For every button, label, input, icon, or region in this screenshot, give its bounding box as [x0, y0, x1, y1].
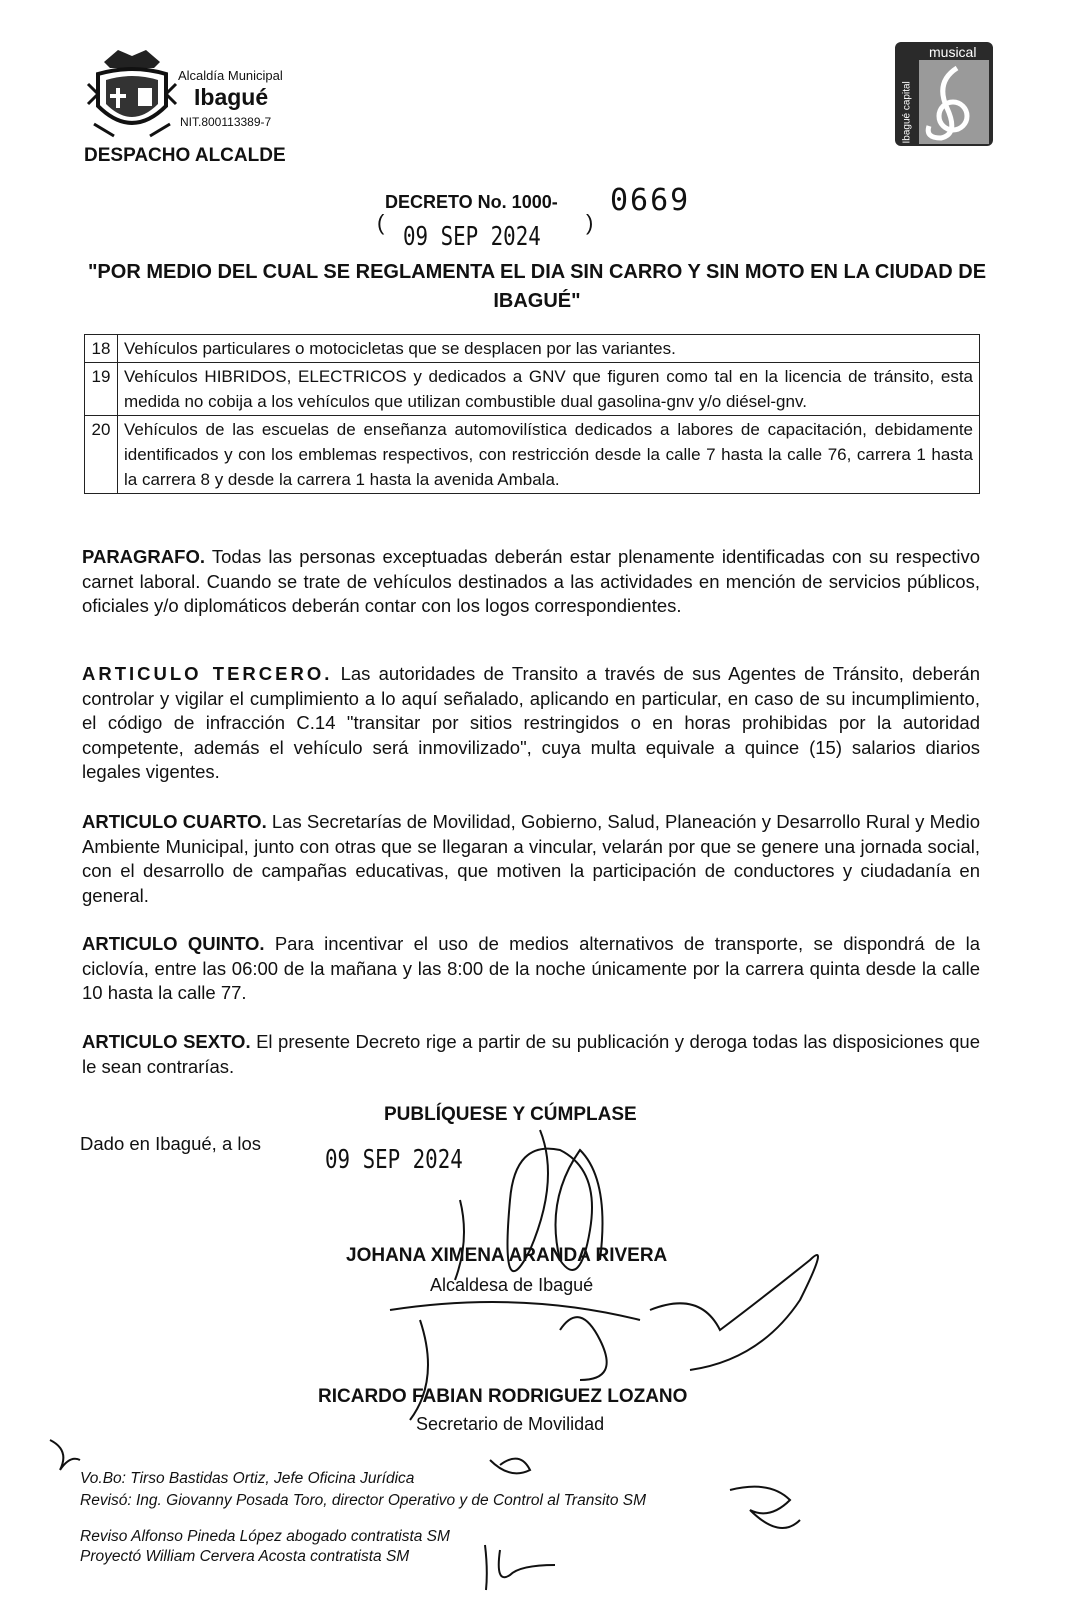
signatory-1-role: Alcaldesa de Ibagué	[430, 1275, 594, 1295]
row-text: Vehículos HIBRIDOS, ELECTRICOS y dedicados a GNV que figuren como tal en la licencia de tránsito, esta medida no cobija a los vehículos que utilizan combustible dual gasolina-gnv y/o diésel-gnv.	[118, 363, 980, 416]
reviso-initials	[730, 1487, 800, 1528]
vobo-initials	[50, 1440, 530, 1473]
articulo-cuarto-heading: ARTICULO CUARTO.	[82, 811, 267, 832]
close-paren: )	[586, 210, 594, 235]
logo-text-musical: musical	[929, 44, 977, 60]
decree-date: 09 SEP 2024	[403, 222, 541, 252]
articulo-quinto-text: Para incentivar el uso de medios alternativos de transporte, se dispondrá de la ciclovía, entre las 06:00 de la mañana y las 8:00 de la noche únicamente por la carrera quinta desde la calle 10 hasta la calle 77.	[82, 933, 980, 1003]
dado-en-label: Dado en Ibagué, a los	[80, 1133, 262, 1154]
row-number: 18	[85, 335, 118, 363]
articulo-sexto-heading: ARTICULO SEXTO.	[82, 1031, 251, 1052]
row-text: Vehículos de las escuelas de enseñanza automovilística dedicados a labores de capacitación, debidamente identificados y con los emblemas respectivos, con restricción desde la calle 7 hasta la calle 76, carrera 1 hasta la carrera 8 y desde la carrera 1 hasta la avenida Ambala.	[118, 416, 980, 494]
articulo-tercero-heading: ARTICULO TERCERO.	[82, 663, 333, 684]
despacho-heading: DESPACHO ALCALDE	[84, 145, 286, 166]
vobo-line: Vo.Bo: Tirso Bastidas Ortiz, Jefe Oficina Jurídica	[80, 1470, 415, 1487]
reviso-line-1: Revisó: Ing. Giovanny Posada Toro, director Operativo y de Control al Transito SM	[80, 1492, 647, 1509]
signatory-1-name: JOHANA XIMENA ARANDA RIVERA	[346, 1245, 668, 1266]
alcaldia-label: Alcaldía Municipal	[178, 68, 283, 83]
articulo-quinto-heading: ARTICULO QUINTO.	[82, 933, 265, 954]
articulo-sexto-text: El presente Decreto rige a partir de su publicación y deroga todas las disposiciones que le sean contrarías.	[82, 1031, 980, 1077]
proyecto-line: Proyectó William Cervera Acosta contratista SM	[80, 1548, 410, 1565]
row-text: Vehículos particulares o motocicletas que se desplacen por las variantes.	[118, 335, 980, 363]
decree-title: "POR MEDIO DEL CUAL SE REGLAMENTA EL DIA SIN CARRO Y SIN MOTO EN LA CIUDAD DE IBAGUÉ"	[87, 261, 987, 312]
row-number: 19	[85, 363, 118, 416]
articulo-tercero-text: Las autoridades de Transito a través de sus Agentes de Tránsito, deberán controlar y vigilar el cumplimiento a lo aquí señalado, aplicando en particular, en caso de su incumplimiento, el código de infracción C.14 "transitar por sitios restringidos o en horas prohibidas por la autoridad competente, además el vehículo será inmovilizado", cuya multa equivale a quince (15) salarios diarios legales vigentes.	[82, 663, 980, 782]
reviso-line-2: Reviso Alfonso Pineda López abogado contratista SM	[80, 1528, 450, 1545]
row-number: 20	[85, 416, 118, 494]
decree-number: 0669	[610, 183, 691, 218]
alcaldesa-signature	[455, 1130, 603, 1280]
articulo-cuarto-text: Las Secretarías de Movilidad, Gobierno, Salud, Planeación y Desarrollo Rural y Medio Ambiente Municipal, junto con otras que se llegaran a vincular, velarán por que se genere una jornada social, con el desarrollo de campañas educativas, que motiven la participación de conductores y ciudadanía en general.	[82, 811, 980, 906]
decree-label: DECRETO No. 1000-	[385, 192, 558, 212]
secretario-signature	[390, 1255, 818, 1420]
signatory-2-role: Secretario de Movilidad	[416, 1414, 605, 1434]
proyecto-initials	[485, 1545, 555, 1590]
paragrafo-heading: PARAGRAFO.	[82, 546, 205, 567]
logo-text-ibague-capital: Ibagué capital	[901, 81, 913, 144]
closing-date-stamp: 09 SEP 2024	[325, 1145, 463, 1175]
signatory-2-name: RICARDO FABIAN RODRIGUEZ LOZANO	[318, 1386, 688, 1407]
paragrafo-text: Todas las personas exceptuadas deberán estar plenamente identificadas con su respectivo carnet laboral. Cuando se trate de vehículos destinados a las actividades en mención de servicios públicos, oficiales y/o diplomáticos deberán contar con los logos correspondientes.	[82, 546, 980, 616]
nit-number: NIT.800113389-7	[180, 115, 272, 129]
city-name: Ibagué	[194, 84, 269, 110]
open-paren: (	[377, 210, 385, 235]
publiquese-heading: PUBLÍQUESE Y CÚMPLASE	[384, 1104, 637, 1125]
